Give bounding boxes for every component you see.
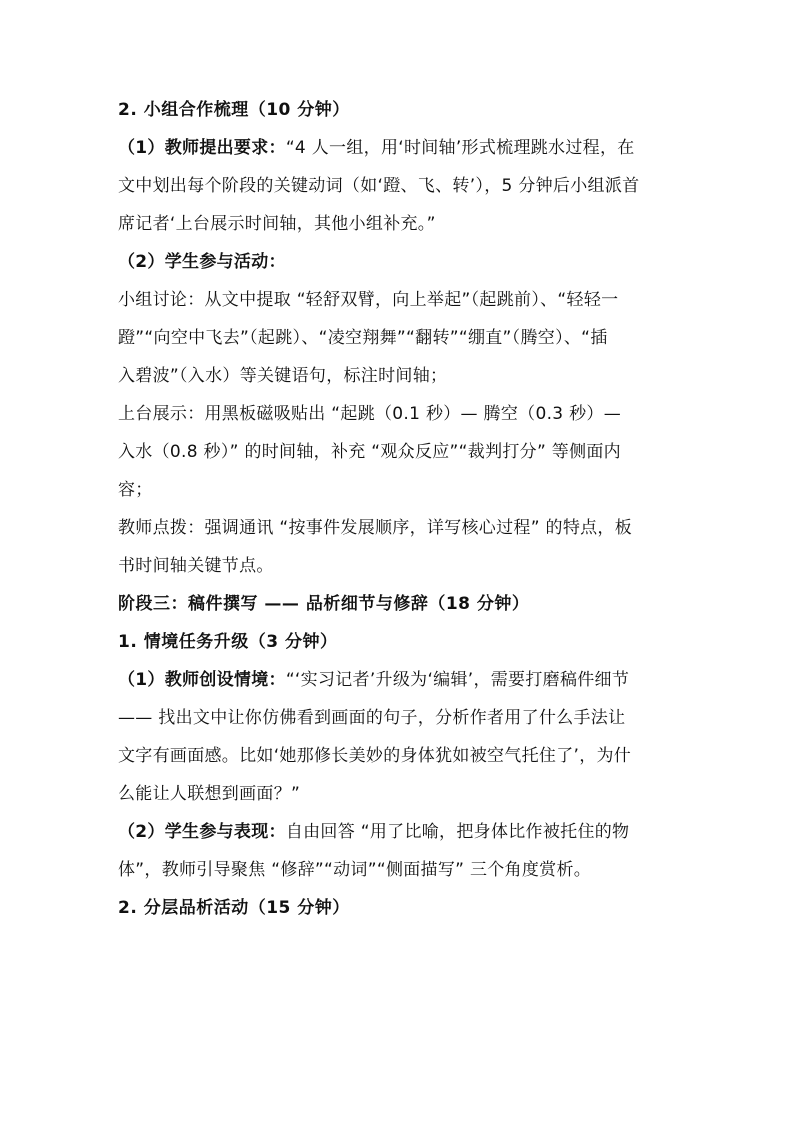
paragraph-scenario [118, 668, 678, 693]
paragraph-line: 蹬”“向空中飞去”（起跳）、“凌空翔舞”“翻转”“绷直”（腾空）、“插 [118, 328, 608, 348]
subsection-heading: 1. 情境任务升级（3 分钟） [118, 632, 338, 652]
subsection-heading: 2. 分层品析活动（15 分钟） [118, 898, 350, 918]
paragraph-line: 小组讨论：从文中提取 “轻舒双臂，向上举起”（起跳前）、“轻轻一 [118, 290, 619, 310]
paragraph-line: 上台展示：用黑板磁吸贴出 “起跳（0.1 秒）— 腾空（0.3 秒）— [118, 404, 621, 424]
paragraph-line: 书时间轴关键节点。 [118, 556, 274, 576]
stage-heading: 阶段三：稿件撰写 —— 品析细节与修辞（18 分钟） [118, 594, 530, 614]
paragraph-student-response [118, 820, 678, 845]
paragraph-line: 教师点拨：强调通讯 “按事件发展顺序，详写核心过程” 的特点，板 [118, 518, 633, 538]
item-label: （2）学生参与活动： [118, 252, 286, 272]
paragraph-line: 入水（0.8 秒）” 的时间轴，补充 “观众反应”“裁判打分” 等侧面内 [118, 442, 621, 462]
paragraph-line: 席记者‘上台展示时间轴，其他小组补充。” [118, 214, 436, 234]
item-label: （2）学生参与表现： [118, 822, 286, 842]
paragraph-line: 入碧波”（入水）等关键语句，标注时间轴； [118, 366, 448, 386]
item-text: “4 人一组，用‘时间轴’形式梳理跳水过程，在 [285, 138, 635, 158]
paragraph-line: 容； [118, 480, 153, 500]
item-text: 自由回答 “用了比喻，把身体比作被托住的物 [285, 822, 630, 842]
paragraph-line: 么能让人联想到画面？” [118, 784, 301, 804]
paragraph-line: 体”，教师引导聚焦 “修辞”“动词”“侧面描写” 三个角度赏析。 [118, 860, 592, 880]
document-page [118, 98, 678, 921]
paragraph-line: 文字有画面感。比如‘她那修长美妙的身体犹如被空气托住了’，为什 [118, 746, 632, 766]
paragraph-teacher-requirement [118, 136, 678, 161]
paragraph-line: —— 找出文中让你仿佛看到画面的句子，分析作者用了什么手法让 [118, 708, 626, 728]
item-label: （1）教师创设情境： [118, 670, 286, 690]
item-label: （1）教师提出要求： [118, 138, 286, 158]
item-text: “‘实习记者’升级为‘编辑’，需要打磨稿件细节 [285, 670, 630, 690]
section-heading: 2. 小组合作梳理（10 分钟） [118, 100, 350, 120]
paragraph-line: 文中划出每个阶段的关键动词（如‘蹬、飞、转’），5 分钟后小组派首 [118, 176, 640, 196]
